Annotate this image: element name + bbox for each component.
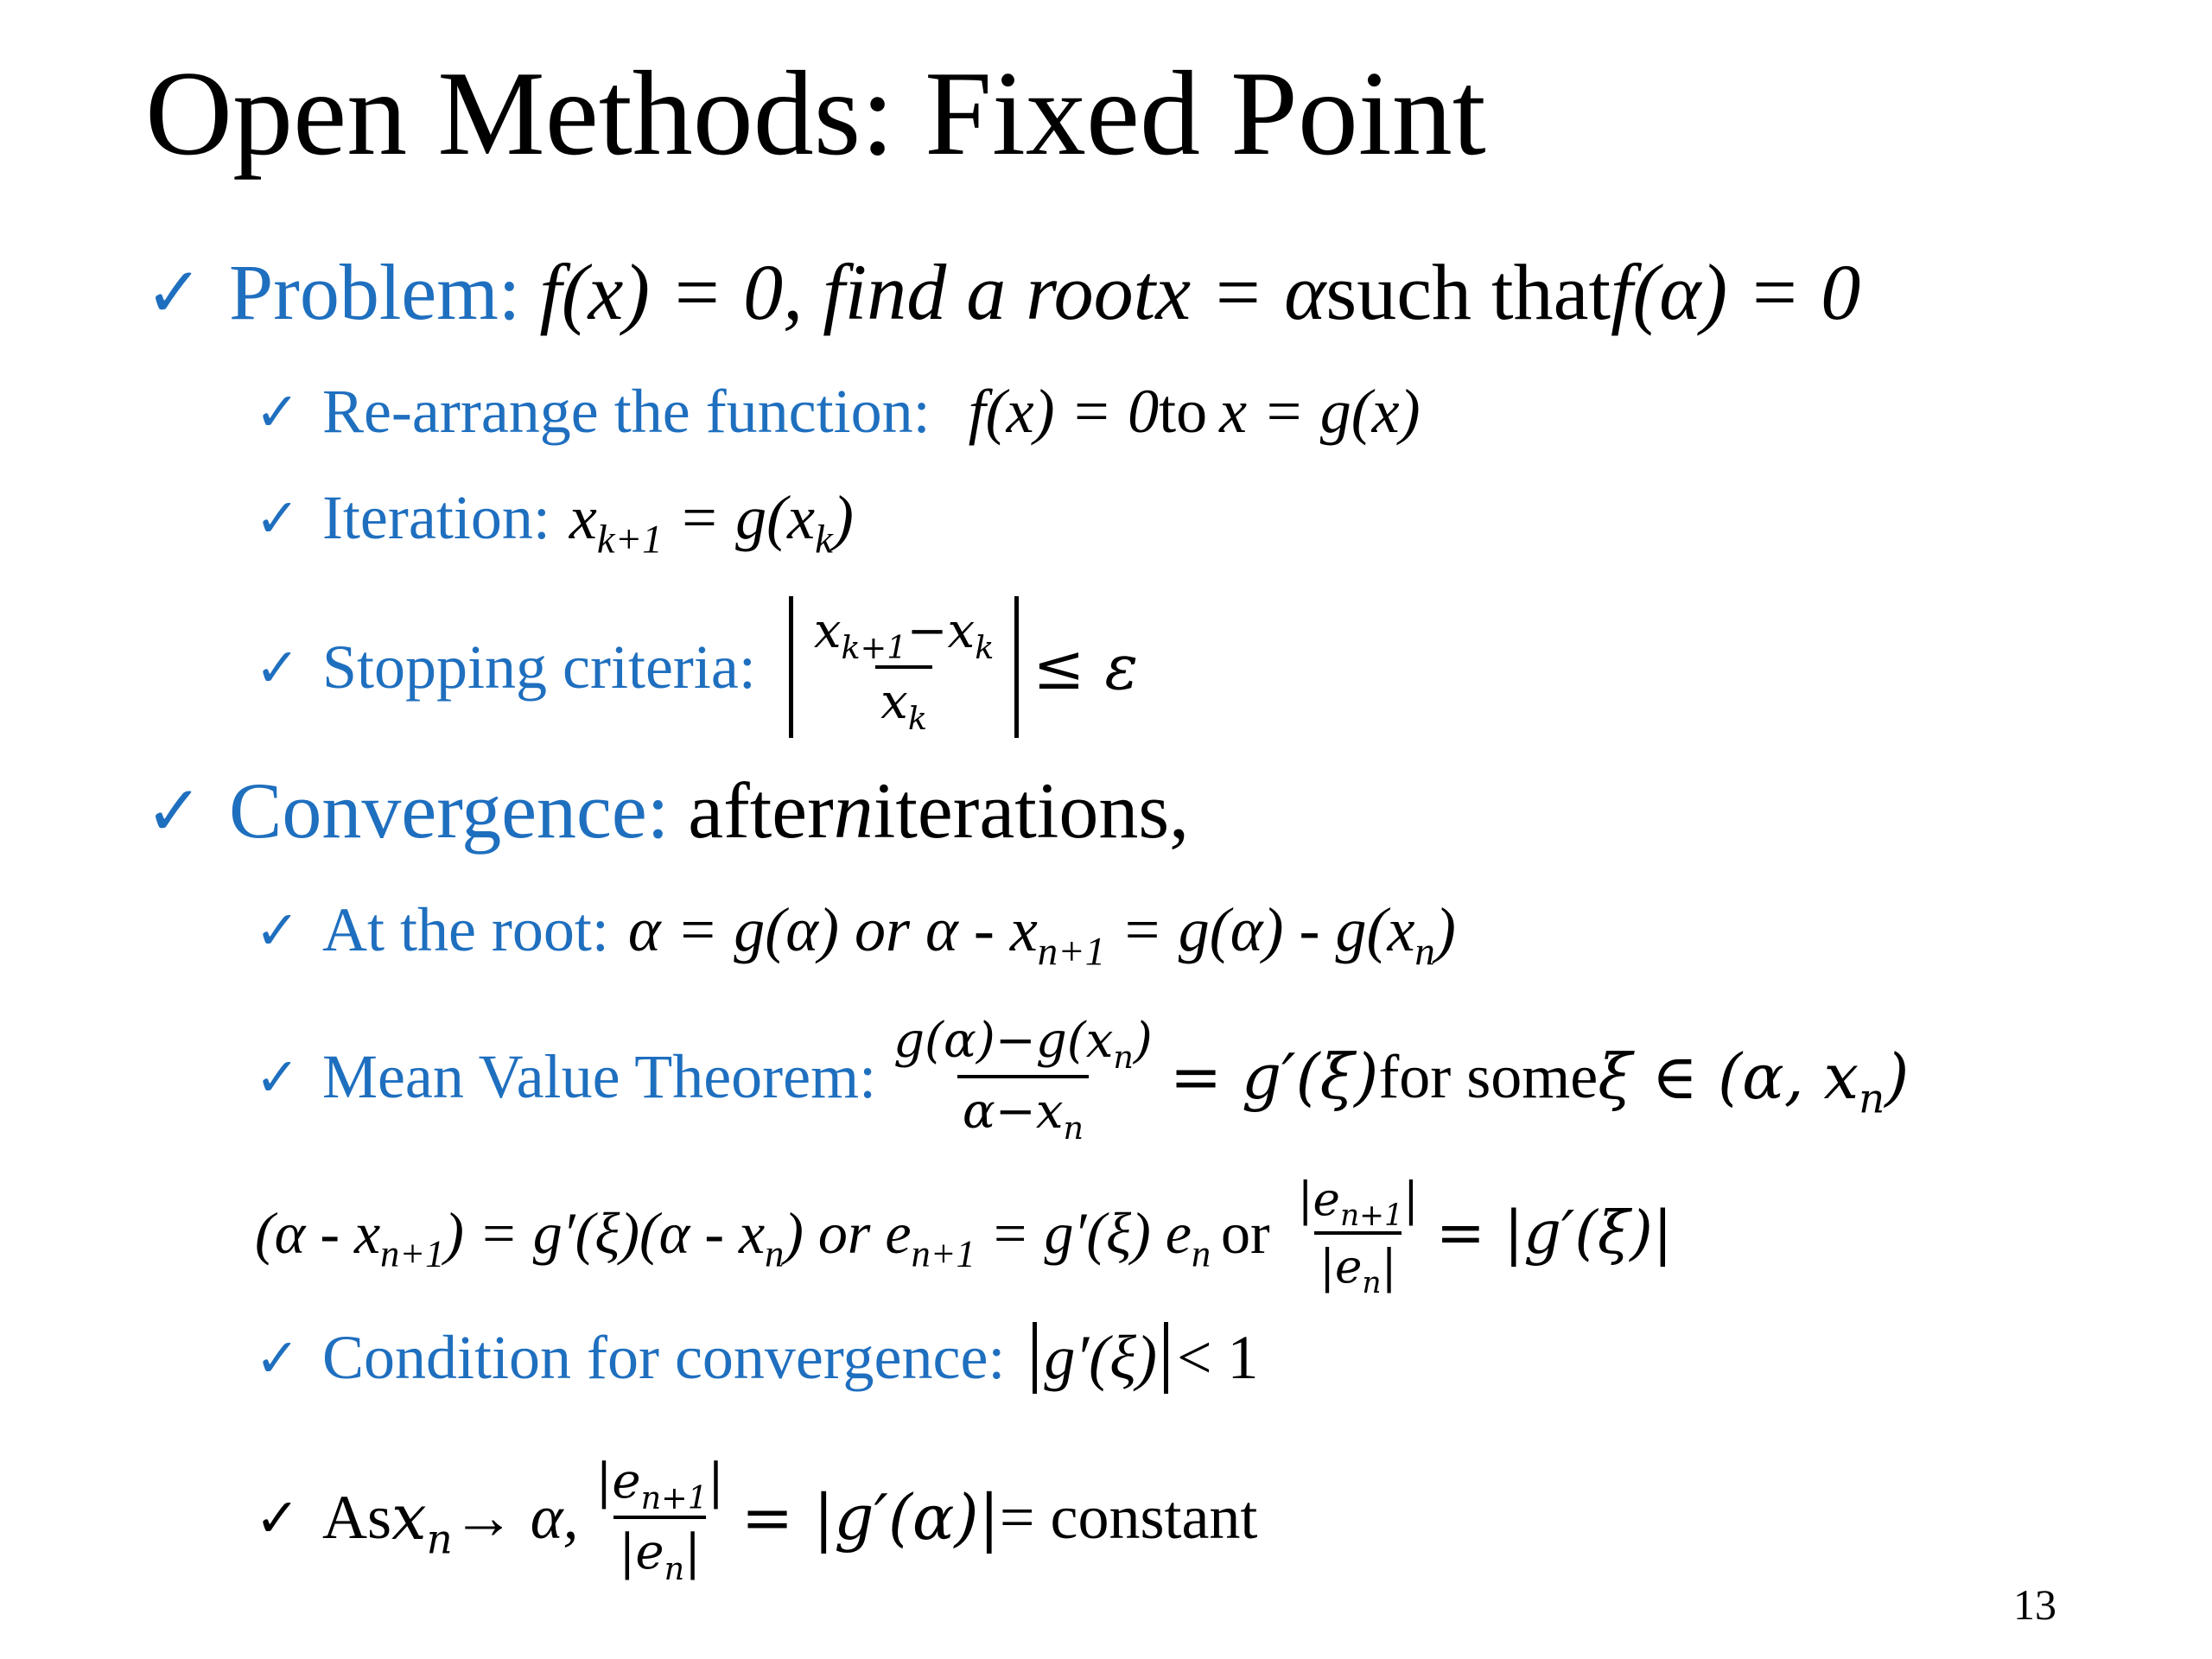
convergence-text-b: iterations, bbox=[873, 766, 1190, 855]
checkmark-icon: ✓ bbox=[145, 770, 204, 851]
limit-as: As bbox=[321, 1482, 391, 1552]
limit-constant: = constant bbox=[999, 1482, 1258, 1552]
problem-equation: f(x) = 0, find a root bbox=[539, 248, 1156, 336]
problem-such-that: such that bbox=[1325, 248, 1611, 336]
mvt-label: Mean Value Theorem: bbox=[321, 1041, 877, 1111]
rearrange-eq1: f(x) = 0 bbox=[968, 377, 1160, 446]
error-ratio-fraction: $\frac{|e_{n+1}|}{|e_n|}$ bbox=[1297, 1173, 1419, 1301]
bullet-problem bbox=[145, 246, 1860, 338]
checkmark-icon: ✓ bbox=[255, 899, 300, 962]
limit-xn: $x_n$ bbox=[391, 1481, 453, 1564]
at-root-label: At the root: bbox=[321, 895, 609, 964]
convergence-text-a: after bbox=[688, 766, 834, 855]
at-root-formula: α = g(α) or $\alpha - x_{n+1} = g(\alpha) - g(x_n)$ bbox=[627, 895, 1456, 975]
checkmark-icon: ✓ bbox=[255, 380, 300, 443]
stopping-fraction: $\frac{x_{k+1}-x_k}{x_k}$ bbox=[813, 603, 995, 737]
bullet-limit bbox=[255, 1452, 1258, 1587]
limit-rhs: = |g′(α)| bbox=[741, 1481, 1000, 1554]
bullet-rearrange bbox=[255, 376, 1421, 448]
problem-label: Problem: bbox=[229, 248, 521, 336]
slide-title: Open Methods: Fixed Point bbox=[145, 47, 1486, 181]
mvt-for-some: for some bbox=[1378, 1041, 1599, 1111]
limit-arrow: → α, bbox=[452, 1482, 579, 1552]
page-number: 13 bbox=[2013, 1580, 2056, 1629]
stopping-rhs: ≤ ε bbox=[1033, 631, 1139, 704]
iteration-label: Iteration: bbox=[321, 483, 550, 552]
bullet-iteration bbox=[255, 482, 854, 563]
error-or: or bbox=[1221, 1199, 1270, 1266]
limit-fraction: $\frac{|e_{n+1}|}{|e_n|}$ bbox=[595, 1453, 724, 1587]
mvt-interval: ξ ∈ (α, $x_n$) bbox=[1598, 1040, 1910, 1123]
mvt-fraction: $\frac{g(\alpha)-g(x_n)}{\alpha-x_n}$ bbox=[893, 1013, 1153, 1147]
error-relation bbox=[255, 1171, 1673, 1301]
condition-rhs: < 1 bbox=[1176, 1323, 1259, 1392]
rearrange-to: to bbox=[1159, 377, 1208, 446]
rearrange-eq2: x = g(x) bbox=[1219, 377, 1421, 446]
convergence-n: n bbox=[833, 766, 874, 855]
checkmark-icon: ✓ bbox=[255, 1045, 300, 1109]
mvt-rhs: = g′(ξ) bbox=[1169, 1040, 1379, 1114]
condition-label: Condition for convergence: bbox=[321, 1323, 1006, 1392]
bullet-stopping bbox=[255, 596, 1138, 738]
checkmark-icon: ✓ bbox=[255, 635, 300, 699]
stopping-abs bbox=[789, 596, 1019, 738]
iteration-formula: $x_{k+1} = g(x_k)$ bbox=[569, 483, 854, 563]
convergence-label: Convergence: bbox=[229, 766, 670, 855]
problem-root: x = α bbox=[1155, 248, 1326, 336]
condition-abs: g′(ξ) bbox=[1033, 1322, 1168, 1394]
bullet-condition bbox=[255, 1322, 1259, 1394]
error-formula: $(\alpha - x_{n+1}) = g'(\xi)(\alpha - x_n)$ or $e_{n+1} = g'(\xi)$ $e_n$ bbox=[255, 1199, 1211, 1275]
stopping-label: Stopping criteria: bbox=[321, 632, 756, 702]
checkmark-icon: ✓ bbox=[255, 486, 300, 550]
rearrange-label: Re-arrange the function: bbox=[321, 377, 931, 446]
checkmark-icon: ✓ bbox=[255, 1485, 300, 1549]
problem-condition: f(α) = 0 bbox=[1611, 248, 1861, 336]
checkmark-icon: ✓ bbox=[145, 251, 204, 333]
bullet-mvt bbox=[255, 1011, 1910, 1147]
bullet-at-root bbox=[255, 894, 1456, 975]
checkmark-icon: ✓ bbox=[255, 1326, 300, 1389]
bullet-convergence bbox=[145, 765, 1189, 856]
error-rhs: = |g′(ξ)| bbox=[1435, 1198, 1673, 1268]
